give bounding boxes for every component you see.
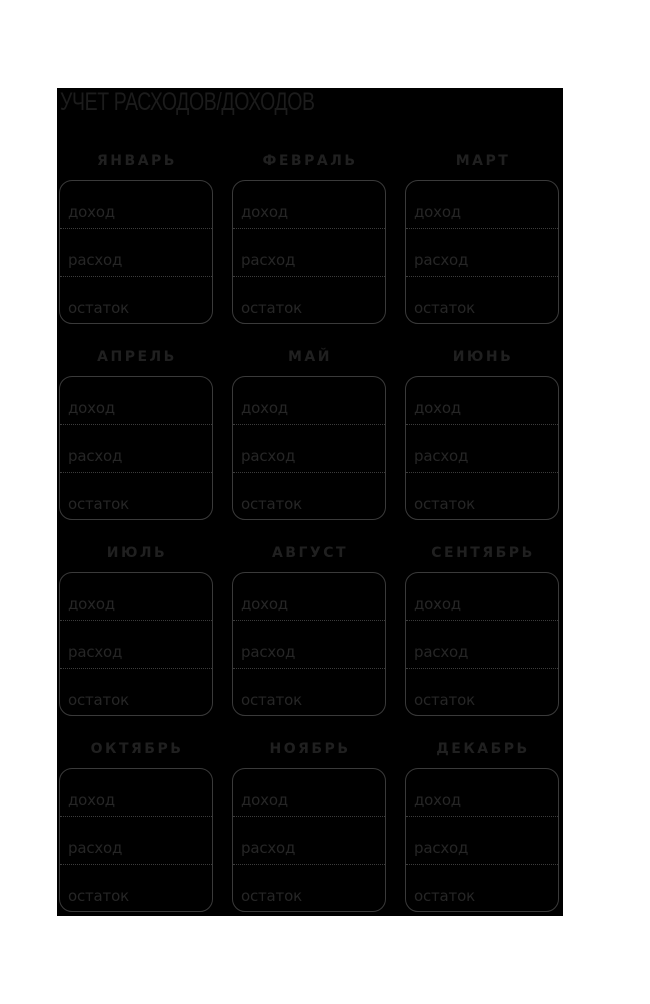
income-label: доход [414, 595, 461, 613]
balance-row[interactable] [233, 473, 385, 521]
month-card [232, 768, 386, 912]
month-name: ИЮНЬ [452, 349, 514, 365]
expense-row[interactable] [406, 621, 558, 669]
month-name: ЯНВАРЬ [97, 153, 177, 169]
balance-row[interactable] [60, 669, 212, 717]
expense-label: расход [414, 839, 469, 857]
income-row[interactable] [60, 181, 212, 229]
expense-row[interactable] [60, 621, 212, 669]
income-label: доход [241, 595, 288, 613]
month-name: АВГУСТ [271, 545, 349, 561]
income-row[interactable] [60, 769, 212, 817]
income-label: доход [414, 203, 461, 221]
balance-label: остаток [241, 691, 302, 709]
expense-label: расход [414, 251, 469, 269]
income-row[interactable] [233, 181, 385, 229]
income-label: доход [68, 791, 115, 809]
income-row[interactable] [406, 181, 558, 229]
expense-row[interactable] [233, 425, 385, 473]
balance-row[interactable] [233, 277, 385, 325]
expense-label: расход [68, 839, 123, 857]
month-card [59, 180, 213, 324]
balance-label: остаток [241, 887, 302, 905]
month-card [59, 572, 213, 716]
month-card [232, 376, 386, 520]
month-card [405, 376, 559, 520]
balance-label: остаток [414, 691, 475, 709]
month-name: МАЙ [288, 349, 332, 365]
income-label: доход [241, 203, 288, 221]
balance-row[interactable] [406, 277, 558, 325]
income-row[interactable] [233, 769, 385, 817]
expense-label: расход [241, 251, 296, 269]
balance-row[interactable] [60, 277, 212, 325]
month-name: ДЕКАБРЬ [436, 741, 530, 757]
balance-row[interactable] [233, 865, 385, 913]
month-card [405, 180, 559, 324]
month-name: МАРТ [455, 153, 511, 169]
balance-row[interactable] [406, 669, 558, 717]
expense-row[interactable] [60, 425, 212, 473]
income-row[interactable] [406, 573, 558, 621]
expense-label: расход [241, 447, 296, 465]
balance-label: остаток [414, 299, 475, 317]
balance-row[interactable] [406, 865, 558, 913]
balance-row[interactable] [406, 473, 558, 521]
month-card [405, 572, 559, 716]
expense-row[interactable] [406, 229, 558, 277]
month-card [59, 768, 213, 912]
month-name: ИЮЛЬ [106, 545, 168, 561]
month-name: СЕНТЯБРЬ [431, 545, 535, 561]
expense-label: расход [414, 447, 469, 465]
income-row[interactable] [233, 377, 385, 425]
expense-row[interactable] [406, 817, 558, 865]
income-row[interactable] [60, 377, 212, 425]
balance-row[interactable] [233, 669, 385, 717]
income-label: доход [241, 399, 288, 417]
income-row[interactable] [406, 377, 558, 425]
income-label: доход [241, 791, 288, 809]
balance-row[interactable] [60, 473, 212, 521]
expense-row[interactable] [233, 817, 385, 865]
balance-label: остаток [68, 691, 129, 709]
income-label: доход [414, 399, 461, 417]
expense-label: расход [68, 643, 123, 661]
balance-row[interactable] [60, 865, 212, 913]
income-label: доход [68, 595, 115, 613]
expense-label: расход [68, 251, 123, 269]
expense-row[interactable] [406, 425, 558, 473]
balance-label: остаток [68, 887, 129, 905]
month-name: ОКТЯБРЬ [90, 741, 184, 757]
income-label: доход [414, 791, 461, 809]
balance-label: остаток [68, 495, 129, 513]
month-card [59, 376, 213, 520]
balance-label: остаток [414, 887, 475, 905]
month-name: АПРЕЛЬ [97, 349, 177, 365]
expense-label: расход [68, 447, 123, 465]
balance-label: остаток [414, 495, 475, 513]
month-card [232, 572, 386, 716]
month-name: НОЯБРЬ [269, 741, 351, 757]
expense-label: расход [241, 839, 296, 857]
expense-row[interactable] [233, 621, 385, 669]
balance-label: остаток [68, 299, 129, 317]
income-row[interactable] [406, 769, 558, 817]
balance-label: остаток [241, 495, 302, 513]
income-row[interactable] [233, 573, 385, 621]
income-row[interactable] [60, 573, 212, 621]
expense-row[interactable] [60, 817, 212, 865]
month-card [232, 180, 386, 324]
month-card [405, 768, 559, 912]
income-label: доход [68, 399, 115, 417]
expense-row[interactable] [233, 229, 385, 277]
month-name: ФЕВРАЛЬ [262, 153, 358, 169]
expense-row[interactable] [60, 229, 212, 277]
budget-sheet [57, 88, 563, 916]
page-title: УЧЕТ РАСХОДОВ/ДОХОДОВ [60, 88, 315, 116]
income-label: доход [68, 203, 115, 221]
expense-label: расход [241, 643, 296, 661]
expense-label: расход [414, 643, 469, 661]
balance-label: остаток [241, 299, 302, 317]
